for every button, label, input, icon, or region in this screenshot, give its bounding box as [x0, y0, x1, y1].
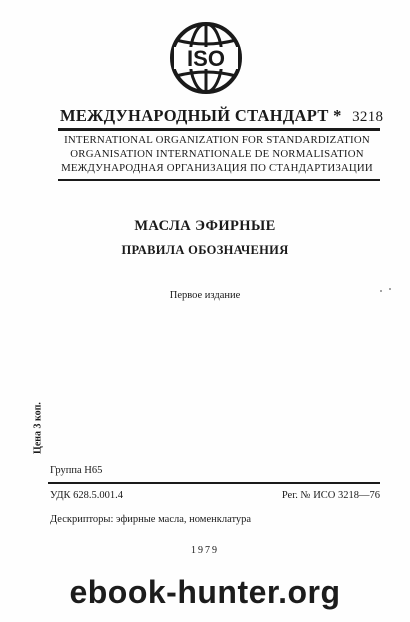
udk-code: УДК 628.5.001.4 — [50, 490, 124, 501]
iso-logo-text: ISO — [187, 46, 225, 71]
document-subtitle: ПРАВИЛА ОБОЗНАЧЕНИЯ — [121, 243, 289, 257]
standard-number: 3218 — [352, 109, 384, 125]
print-speck — [380, 290, 382, 292]
registration-number: Рег. № ИСО 3218—76 — [281, 490, 380, 501]
price-label: Цена 3 коп. — [32, 402, 44, 454]
org-name-en: INTERNATIONAL ORGANIZATION FOR STANDARDIZATION — [64, 134, 370, 146]
document-title: МАСЛА ЭФИРНЫЕ — [134, 218, 276, 234]
org-name-ru: МЕЖДУНАРОДНАЯ ОРГАНИЗАЦИЯ ПО СТАНДАРТИЗАЦИИ — [61, 162, 373, 174]
watermark-text: ebook-hunter.org — [69, 574, 341, 610]
iso-logo — [168, 20, 244, 96]
org-rule — [58, 179, 380, 181]
print-speck — [389, 288, 391, 290]
org-name-fr: ORGANISATION INTERNATIONALE DE NORMALISATION — [70, 148, 364, 160]
standard-heading-text: МЕЖДУНАРОДНЫЙ СТАНДАРТ — [60, 106, 329, 125]
group-label: Группа Н65 — [50, 465, 103, 476]
publication-year: 1979 — [191, 545, 219, 556]
edition-label: Первое издание — [169, 290, 241, 301]
descriptors: Дескрипторы: эфирные масла, номенклатура — [50, 514, 252, 525]
asterisk: * — [333, 106, 342, 125]
top-rule — [58, 128, 380, 131]
footer-rule — [48, 482, 380, 484]
standard-heading — [60, 106, 384, 126]
